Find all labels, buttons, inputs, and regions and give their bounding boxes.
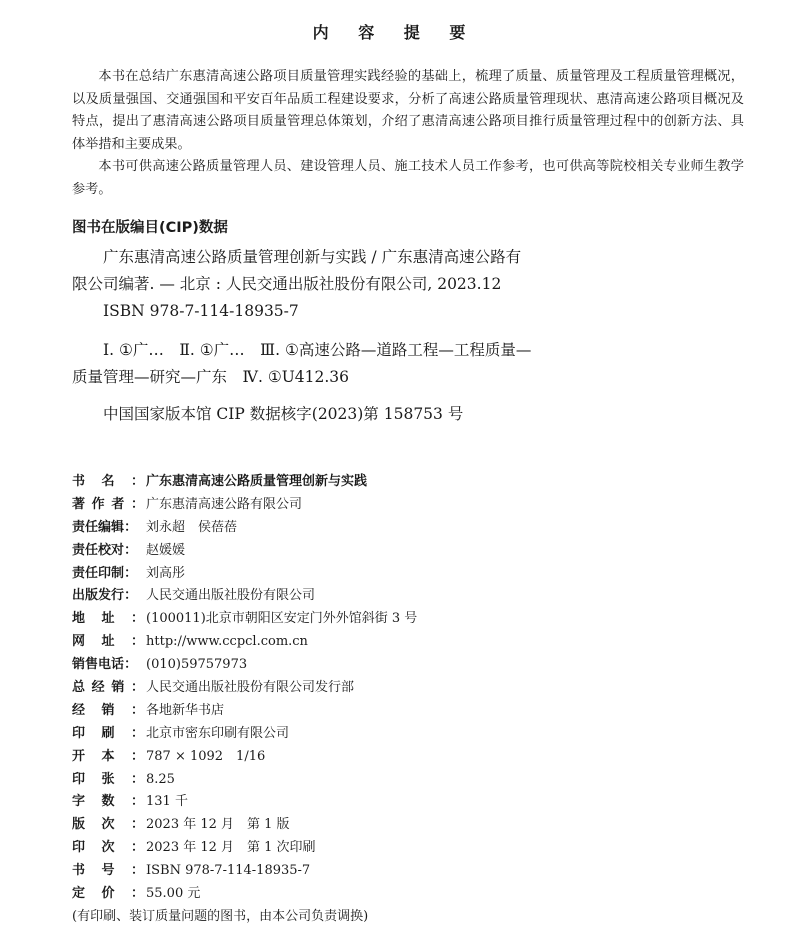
copyright-label: 销 售 电 话 ： <box>72 657 138 673</box>
cip-record: 广东惠清高速公路质量管理创新与实践 / 广东惠清高速公路有限公司编著. — 北京 : 人民交通出版社股份有限公司, 2023.12 <box>72 248 522 293</box>
copyright-row <box>72 860 752 883</box>
copyright-label: 责 任 编 辑 ： <box>72 519 138 535</box>
copyright-label: 书 名 ： <box>72 474 144 489</box>
summary-paragraph-1: 本书在总结广东惠清高速公路项目质量管理实践经验的基础上，梳理了质量、质量管理及工程质量管理概况，以及质量强国、交通强国和平安百年品质工程建设要求，分析了高速公路质量管理现状、惠清高速公路项目概况及特点，提出了惠清高速公路项目质量管理总体策划，介绍了惠清高速公路项目推行质量管理过程中的创新方法、具体举措和主要成果。 <box>72 69 744 152</box>
copyright-label: 字 数 ： <box>72 794 144 810</box>
copyright-value: 2023 年 12 月 第 1 版 <box>146 817 290 833</box>
copyright-value: (010)59757973 <box>146 657 248 673</box>
copyright-value: ISBN 978-7-114-18935-7 <box>146 863 311 879</box>
copyright-label: 印 次 ： <box>72 840 144 856</box>
copyright-label: 印 刷 ： <box>72 725 144 741</box>
copyright-value: 北京市密东印刷有限公司 <box>146 725 290 741</box>
cip-isbn: ISBN 978-7-114-18935-7 <box>103 302 299 320</box>
copyright-label: 经 销 ： <box>72 702 144 718</box>
copyright-row <box>72 471 752 494</box>
copyright-row <box>72 883 752 906</box>
footnote: (有印刷、装订质量问题的图书，由本公司负责调换) <box>72 908 369 924</box>
copyright-value: 131 千 <box>146 794 188 810</box>
copyright-row <box>72 700 752 723</box>
copyright-label: 著 作 者 ： <box>72 496 144 512</box>
copyright-value: 2023 年 12 月 第 1 次印刷 <box>146 840 316 856</box>
copyright-label: 印 张 ： <box>72 771 144 787</box>
cip-heading: 图书在版编目(CIP)数据 <box>72 220 228 236</box>
copyright-row <box>72 563 752 586</box>
copyright-row <box>72 517 752 540</box>
copyright-value: 刘高彤 <box>146 565 186 581</box>
copyright-label: 书 号 ： <box>72 863 144 879</box>
copyright-row <box>72 723 752 746</box>
cip-number: 中国国家版本馆 CIP 数据核字(2023)第 158753 号 <box>103 405 464 423</box>
copyright-row <box>72 585 752 608</box>
copyright-row <box>72 837 752 860</box>
copyright-row <box>72 540 752 563</box>
copyright-row <box>72 631 752 654</box>
copyright-value: (100011)北京市朝阳区安定门外外馆斜街 3 号 <box>146 611 418 627</box>
copyright-label: 出 版 发 行 ： <box>72 588 138 604</box>
copyright-label: 责 任 校 对 ： <box>72 542 138 558</box>
page-title: 内 容 提 要 <box>312 23 478 42</box>
copyright-value: 广东惠清高速公路质量管理创新与实践 <box>146 474 368 489</box>
copyright-row <box>72 791 752 814</box>
copyright-value: 刘永超 侯蓓蓓 <box>146 519 238 535</box>
copyright-value: 人民交通出版社股份有限公司 <box>146 588 316 604</box>
copyright-label: 定 价 ： <box>72 886 144 902</box>
copyright-row <box>72 494 752 517</box>
copyright-row <box>72 654 752 677</box>
copyright-row <box>72 677 752 700</box>
copyright-value: 55.00 元 <box>146 886 201 902</box>
copyright-page <box>72 471 752 929</box>
copyright-label: 地 址 ： <box>72 611 144 627</box>
copyright-value: 8.25 <box>146 771 175 787</box>
summary-section <box>72 66 744 201</box>
copyright-label: 责 任 印 制 ： <box>72 565 138 581</box>
copyright-label: 网 址 ： <box>72 634 144 650</box>
copyright-value: 各地新华书店 <box>146 702 225 718</box>
copyright-row <box>72 746 752 769</box>
copyright-row <box>72 608 752 631</box>
copyright-label: 总 经 销 ： <box>72 680 144 696</box>
cip-section <box>72 244 532 428</box>
copyright-label: 版 次 ： <box>72 817 144 833</box>
cip-classification: Ⅰ. ①广… Ⅱ. ①广… Ⅲ. ①高速公路—道路工程—工程质量—质量管理—研究—广东 Ⅳ. ①U412.36 <box>72 341 532 386</box>
copyright-value: 赵媛媛 <box>146 542 186 558</box>
copyright-row <box>72 769 752 792</box>
copyright-table <box>72 471 752 906</box>
copyright-value: 人民交通出版社股份有限公司发行部 <box>146 680 355 696</box>
summary-paragraph-2: 本书可供高速公路质量管理人员、建设管理人员、施工技术人员工作参考，也可供高等院校相关专业师生教学参考。 <box>72 159 744 197</box>
copyright-value: 787 × 1092 1/16 <box>146 748 266 764</box>
copyright-label: 开 本 ： <box>72 748 144 764</box>
copyright-value: 广东惠清高速公路有限公司 <box>146 496 303 512</box>
copyright-row <box>72 814 752 837</box>
copyright-value: http://www.ccpcl.com.cn <box>146 634 308 650</box>
